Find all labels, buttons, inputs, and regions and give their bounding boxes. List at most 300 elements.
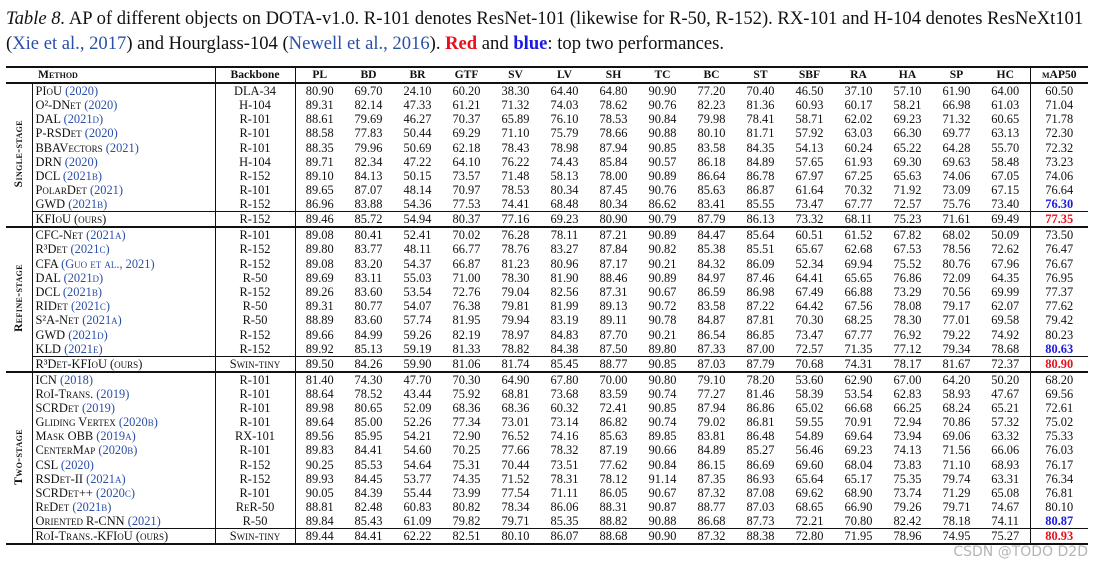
ap-value-cell: 67.00 (893, 372, 922, 387)
method-name: GWD (35, 197, 69, 212)
ap-value-cell: 87.19 (599, 443, 628, 458)
ap-value-cell: 75.27 (991, 529, 1020, 544)
caption-label: Table 8. (6, 8, 66, 29)
backbone-cell: R-152 (215, 212, 295, 228)
ap-value-cell: 78.96 (893, 529, 922, 544)
ap-value-cell: 79.81 (501, 299, 530, 314)
table-row (6, 285, 1088, 299)
backbone-cell: R-152 (215, 257, 295, 271)
ap-value-cell: 86.68 (697, 514, 726, 529)
ap-value-cell: 86.05 (599, 486, 628, 501)
table-row (6, 112, 1088, 126)
ap-value-cell: 74.92 (991, 327, 1020, 342)
ap-value-cell: 90.72 (648, 299, 677, 314)
ap-value-cell: 87.17 (599, 256, 628, 271)
ap-value-cell: 65.89 (501, 112, 530, 127)
ap-value-cell: 79.17 (942, 299, 971, 314)
method-citation[interactable]: (2020) (84, 98, 118, 113)
ap-value-cell: 43.44 (403, 386, 432, 401)
method-name: RIDet (35, 299, 71, 314)
ap-value-cell: 82.42 (893, 514, 922, 529)
ap-value-cell: 73.94 (893, 429, 922, 444)
method-citation[interactable]: (2018) (59, 372, 93, 387)
ap-value-cell: 73.29 (893, 284, 922, 299)
column-header: ST (753, 68, 768, 81)
method-citation[interactable]: (2021) (127, 514, 161, 529)
method-citation[interactable]: (2020) (60, 457, 94, 472)
ap-value-cell: 78.11 (550, 228, 579, 243)
column-header: HC (996, 68, 1014, 81)
ap-value-cell: 86.85 (746, 327, 775, 342)
method-citation[interactable]: (2020c) (95, 486, 135, 501)
ap-value-cell: 67.96 (991, 256, 1020, 271)
backbone-cell: R-50 (215, 313, 295, 327)
ap-value-cell: 80.77 (354, 299, 383, 314)
method-name: CSL (35, 457, 61, 472)
method-citation[interactable]: (2021c) (70, 242, 110, 257)
ap-value-cell: 87.21 (599, 228, 628, 243)
ap-value-cell: 57.10 (893, 84, 922, 98)
ap-value-cell: 86.59 (697, 284, 726, 299)
ap-value-cell: 70.30 (795, 313, 824, 328)
ap-value-cell: 67.25 (844, 169, 873, 184)
method-citation[interactable]: (2021c) (70, 299, 110, 314)
ap-value-cell: 85.63 (599, 429, 628, 444)
method-citation[interactable]: (2021b) (72, 500, 112, 515)
table-row (6, 415, 1088, 429)
ap-value-cell: 68.04 (844, 457, 873, 472)
ap-value-cell: 78.34 (501, 500, 530, 515)
caption-cite-xie[interactable]: Xie et al., 2017 (12, 33, 127, 54)
backbone-cell: R-50 (215, 271, 295, 285)
ap-value-cell: 84.41 (354, 529, 383, 544)
ap-value-cell: 84.99 (354, 327, 383, 342)
column-header: SV (508, 68, 523, 81)
ap-value-cell: 88.61 (305, 112, 334, 127)
ap-value-cell: 53.77 (403, 471, 432, 486)
ap-value-cell: 76.22 (501, 154, 530, 169)
map-value-cell: 71.04 (1030, 98, 1088, 112)
ap-value-cell: 62.22 (403, 529, 432, 544)
method-citation[interactable]: (2021b) (62, 284, 102, 299)
ap-value-cell: 84.35 (746, 140, 775, 155)
ap-value-cell: 79.69 (354, 112, 383, 127)
ap-value-cell: 86.48 (746, 429, 775, 444)
map-value-cell: 74.06 (1030, 169, 1088, 183)
ap-value-cell: 81.99 (550, 299, 579, 314)
ap-value-cell: 73.74 (893, 486, 922, 501)
method-citation[interactable]: (2021d) (63, 270, 104, 285)
ap-value-cell: 80.34 (599, 197, 628, 212)
ap-value-cell: 57.74 (403, 313, 432, 328)
method-name: ICN (35, 372, 60, 387)
ap-value-cell: 68.02 (942, 228, 971, 243)
ap-value-cell: 50.20 (991, 372, 1020, 387)
ap-value-cell: 78.53 (599, 112, 628, 127)
ap-value-cell: 85.38 (697, 242, 726, 257)
ap-value-cell: 72.21 (795, 514, 824, 529)
ap-value-cell: 56.46 (795, 443, 824, 458)
method-name: SCRDet (35, 400, 82, 415)
ap-value-cell: 60.93 (795, 98, 824, 113)
ap-value-cell: 71.92 (893, 183, 922, 198)
ap-value-cell: 73.47 (795, 327, 824, 342)
ap-value-cell: 78.08 (893, 299, 922, 314)
ap-value-cell: 89.26 (305, 284, 334, 299)
ap-value-cell: 89.31 (305, 98, 334, 113)
table-header-row (6, 67, 1088, 83)
method-cell (32, 271, 215, 285)
ap-value-cell: 89.80 (305, 242, 334, 257)
ap-value-cell: 89.85 (648, 429, 677, 444)
ap-value-cell: 78.43 (501, 140, 530, 155)
column-header: TC (654, 68, 671, 81)
ap-value-cell: 81.33 (452, 341, 481, 356)
ap-value-cell: 70.56 (942, 284, 971, 299)
method-citation[interactable]: (2021a) (86, 471, 126, 486)
ap-value-cell: 71.10 (942, 457, 971, 472)
ap-value-cell: 87.31 (599, 284, 628, 299)
ap-value-cell: 77.16 (501, 212, 530, 227)
ap-value-cell: 84.38 (550, 341, 579, 356)
ap-value-cell: 70.25 (452, 443, 481, 458)
ap-value-cell: 53.54 (403, 284, 432, 299)
ap-value-cell: 78.30 (501, 270, 530, 285)
caption-text-3: ). (429, 33, 446, 54)
ap-value-cell: 83.77 (354, 242, 383, 257)
ap-value-cell: 61.09 (403, 514, 432, 529)
ap-value-cell: 88.46 (599, 270, 628, 285)
ap-value-cell: 85.63 (697, 183, 726, 198)
ap-value-cell: 78.30 (893, 313, 922, 328)
ap-value-cell: 82.51 (452, 529, 481, 544)
method-citation[interactable]: (2021a) (86, 228, 126, 243)
ap-value-cell: 87.32 (697, 486, 726, 501)
method-citation[interactable]: (2020b) (118, 415, 158, 430)
ap-value-cell: 74.16 (550, 429, 579, 444)
ap-value-cell: 60.32 (550, 400, 579, 415)
ap-value-cell: 75.79 (550, 126, 579, 141)
ap-value-cell: 74.41 (501, 197, 530, 212)
method-citation[interactable]: (2021a) (82, 313, 122, 328)
ap-value-cell: 68.81 (501, 386, 530, 401)
ap-value-cell: 67.97 (795, 169, 824, 184)
ap-value-cell: 62.83 (893, 386, 922, 401)
method-citation[interactable]: (2020b) (98, 443, 138, 458)
table-row (6, 98, 1088, 112)
ap-value-cell: 90.85 (648, 356, 677, 371)
table-row (6, 429, 1088, 443)
method-citation[interactable]: (2020) (84, 126, 118, 141)
ap-value-cell: 66.68 (844, 400, 873, 415)
column-header: mAP50 (1030, 67, 1088, 83)
backbone-cell: R-152 (215, 472, 295, 486)
ap-value-cell: 90.88 (648, 126, 677, 141)
ap-value-cell: 79.94 (501, 313, 530, 328)
ap-value-cell: 68.93 (991, 457, 1020, 472)
caption-text-2: ) and Hourglass-104 ( (126, 33, 289, 54)
method-citation[interactable]: (2021d) (68, 327, 108, 342)
ap-value-cell: 87.94 (599, 140, 628, 155)
ap-value-cell: 85.13 (354, 341, 383, 356)
ap-value-cell: 65.64 (795, 471, 824, 486)
column-header: Backbone (215, 67, 295, 83)
ap-value-cell: 81.23 (501, 256, 530, 271)
method-citation[interactable]: (2019a) (96, 429, 136, 444)
ap-value-cell: 77.01 (942, 313, 971, 328)
method-name: CenterMap (35, 443, 99, 458)
ap-value-cell: 69.23 (893, 112, 922, 127)
ap-value-cell: 90.67 (648, 284, 677, 299)
table-group (6, 83, 1088, 227)
ap-value-cell: 68.65 (795, 500, 824, 515)
ap-value-cell: 85.35 (550, 514, 579, 529)
ap-value-cell: 86.09 (746, 256, 775, 271)
column-header: RA (850, 68, 867, 81)
ap-value-cell: 78.12 (599, 471, 628, 486)
ap-value-cell: 79.71 (501, 514, 530, 529)
method-name: Oriented R-CNN (35, 514, 128, 529)
method-name: S²A-Net (35, 313, 83, 328)
ap-value-cell: 76.38 (452, 299, 481, 314)
method-citation[interactable]: (Guo et al., 2021) (61, 256, 155, 271)
ap-value-cell: 81.36 (746, 98, 775, 113)
ap-value-cell: 71.29 (942, 486, 971, 501)
ap-value-cell: 72.09 (942, 270, 971, 285)
ap-value-cell: 81.95 (452, 313, 481, 328)
ap-value-cell: 89.93 (305, 471, 334, 486)
column-header: SP (949, 68, 964, 81)
method-citation[interactable]: (2021b) (68, 197, 108, 212)
table-row (6, 271, 1088, 285)
ap-value-cell: 64.20 (942, 372, 971, 387)
method-cell (32, 327, 215, 341)
ap-value-cell: 71.35 (844, 341, 873, 356)
ap-value-cell: 70.00 (599, 372, 628, 387)
table-row (6, 197, 1088, 212)
ap-value-cell: 73.14 (550, 415, 579, 430)
method-cell (32, 401, 215, 415)
ap-value-cell: 86.98 (746, 284, 775, 299)
ap-value-cell: 63.03 (844, 126, 873, 141)
map-value-cell: 75.33 (1030, 429, 1088, 443)
ap-value-cell: 46.50 (795, 84, 824, 98)
ap-value-cell: 66.87 (452, 256, 481, 271)
method-citation[interactable]: (2019) (96, 386, 130, 401)
ap-value-cell: 65.21 (991, 400, 1020, 415)
ap-value-cell: 71.11 (550, 486, 579, 501)
ap-value-cell: 89.13 (599, 299, 628, 314)
ap-value-cell: 54.64 (403, 457, 432, 472)
ap-value-cell: 78.62 (599, 98, 628, 113)
ap-value-cell: 86.78 (746, 169, 775, 184)
ap-value-cell: 87.03 (746, 500, 775, 515)
ap-value-cell: 54.60 (403, 443, 432, 458)
ap-value-cell: 63.13 (991, 126, 1020, 141)
backbone-cell: R-50 (215, 514, 295, 529)
ap-value-cell: 67.56 (844, 299, 873, 314)
ap-value-cell: 59.26 (403, 327, 432, 342)
method-cell (32, 486, 215, 500)
ap-value-cell: 89.08 (305, 256, 334, 271)
method-citation[interactable]: (2021) (105, 140, 139, 155)
ap-value-cell: 62.02 (844, 112, 873, 127)
method-citation[interactable]: (2020) (65, 84, 99, 98)
ap-value-cell: 54.89 (795, 429, 824, 444)
column-header: BC (703, 68, 720, 81)
ap-value-cell: 90.74 (648, 386, 677, 401)
map-value-cell: 72.30 (1030, 126, 1088, 140)
ap-value-cell: 76.28 (501, 228, 530, 243)
ap-value-cell: 70.44 (501, 457, 530, 472)
ap-value-cell: 81.90 (550, 270, 579, 285)
method-citation[interactable]: (2021b) (62, 169, 102, 184)
method-name: PolarDet (35, 183, 90, 198)
ap-value-cell: 84.41 (354, 443, 383, 458)
ap-value-cell: 70.68 (795, 356, 824, 371)
ap-value-cell: 64.80 (599, 84, 628, 98)
ap-value-cell: 82.48 (354, 500, 383, 515)
ap-value-cell: 86.82 (599, 415, 628, 430)
ap-value-cell: 87.70 (599, 327, 628, 342)
ap-value-cell: 87.35 (697, 471, 726, 486)
ap-value-cell: 64.28 (942, 140, 971, 155)
ap-value-cell: 53.60 (795, 372, 824, 387)
ap-value-cell: 63.31 (991, 471, 1020, 486)
ap-value-cell: 47.67 (991, 386, 1020, 401)
ap-value-cell: 71.61 (942, 212, 971, 227)
ap-value-cell: 90.74 (648, 415, 677, 430)
method-cell (32, 387, 215, 401)
ap-value-cell: 86.81 (746, 415, 775, 430)
method-name: R³Det-KFIoU (ours) (35, 356, 143, 371)
ap-value-cell: 68.36 (452, 400, 481, 415)
ap-value-cell: 62.07 (991, 299, 1020, 314)
map-value-cell: 77.35 (1030, 212, 1088, 228)
method-cell (32, 169, 215, 183)
ap-value-cell: 71.56 (942, 443, 971, 458)
method-cell (32, 98, 215, 112)
ap-value-cell: 75.76 (942, 197, 971, 212)
ap-value-cell: 79.34 (942, 341, 971, 356)
ap-value-cell: 82.23 (697, 98, 726, 113)
ap-value-cell: 76.92 (893, 327, 922, 342)
method-citation[interactable]: (2021) (89, 183, 123, 198)
ap-value-cell: 74.11 (991, 514, 1019, 529)
map-value-cell: 72.61 (1030, 401, 1088, 415)
ap-value-cell: 89.69 (305, 270, 334, 285)
ap-value-cell: 69.60 (795, 457, 824, 472)
method-cell (32, 458, 215, 472)
ap-value-cell: 83.58 (697, 140, 726, 155)
ap-value-cell: 90.89 (648, 228, 677, 243)
method-citation[interactable]: (2019) (81, 400, 116, 415)
ap-value-cell: 89.64 (305, 415, 334, 430)
method-citation[interactable]: (2020) (64, 154, 98, 169)
ap-value-cell: 24.10 (403, 84, 432, 98)
method-cell (32, 83, 215, 98)
column-header: LV (556, 68, 573, 81)
backbone-cell: Swin-tiny (215, 356, 295, 372)
method-name: CFA (35, 256, 62, 271)
ap-value-cell: 90.76 (648, 183, 677, 198)
ap-value-cell: 87.84 (599, 242, 628, 257)
ap-value-cell: 64.00 (991, 84, 1020, 98)
backbone-cell: R-152 (215, 285, 295, 299)
ap-value-cell: 61.52 (844, 228, 873, 243)
method-cell (32, 285, 215, 299)
ap-value-cell: 89.50 (305, 356, 334, 371)
ap-value-cell: 78.17 (893, 356, 922, 371)
caption-cite-newell[interactable]: Newell et al., 2016 (288, 33, 430, 54)
method-cell (32, 197, 215, 212)
ap-value-cell: 61.93 (844, 154, 873, 169)
ap-value-cell: 74.35 (452, 471, 481, 486)
table-row (6, 242, 1088, 256)
ap-value-cell: 80.37 (452, 212, 481, 227)
map-value-cell: 80.87 (1030, 514, 1088, 529)
table-group (6, 372, 1088, 545)
ap-value-cell: 54.13 (795, 140, 824, 155)
ap-value-cell: 80.96 (550, 256, 579, 271)
ap-value-cell: 60.65 (991, 112, 1020, 127)
ap-value-cell: 74.43 (550, 154, 579, 169)
ap-value-cell: 52.26 (403, 415, 432, 430)
method-cell (32, 356, 215, 372)
ap-value-cell: 88.35 (305, 140, 334, 155)
method-cell (32, 500, 215, 514)
ap-value-cell: 78.66 (599, 126, 628, 141)
method-citation[interactable]: (2021d) (63, 112, 104, 127)
ap-value-cell: 81.71 (746, 126, 775, 141)
backbone-cell: R-101 (215, 443, 295, 457)
caption-text-5: : top two performances. (547, 33, 725, 54)
ap-value-cell: 81.46 (746, 386, 775, 401)
ap-value-cell: 87.07 (354, 183, 383, 198)
ap-value-cell: 89.66 (305, 327, 334, 342)
ap-value-cell: 58.13 (550, 169, 579, 184)
ap-value-cell: 84.87 (697, 313, 726, 328)
ap-value-cell: 70.91 (844, 415, 873, 430)
method-cell (32, 472, 215, 486)
ap-value-cell: 90.21 (648, 256, 677, 271)
ap-value-cell: 55.70 (991, 140, 1020, 155)
group-label: Two-stage (12, 428, 25, 485)
ap-value-cell: 47.70 (403, 372, 432, 387)
ap-value-cell: 86.54 (697, 327, 726, 342)
ap-value-cell: 65.67 (795, 242, 824, 257)
ap-value-cell: 90.90 (648, 84, 677, 98)
backbone-cell: R-152 (215, 242, 295, 256)
backbone-cell: R-152 (215, 197, 295, 212)
method-citation[interactable]: (2021e) (64, 341, 103, 356)
own-method-row (6, 212, 1088, 228)
ap-value-cell: 63.32 (991, 429, 1020, 444)
map-value-cell: 80.10 (1030, 500, 1088, 514)
ap-value-cell: 77.20 (697, 84, 726, 98)
backbone-cell: R-101 (215, 486, 295, 500)
results-table (6, 66, 1088, 545)
map-value-cell: 60.50 (1030, 83, 1088, 98)
ap-value-cell: 64.41 (795, 270, 824, 285)
ap-value-cell: 79.22 (942, 327, 971, 342)
method-cell (32, 112, 215, 126)
group-label-cell (6, 227, 32, 371)
method-name: DCL (35, 169, 63, 184)
ap-value-cell: 59.90 (403, 356, 432, 371)
ap-value-cell: 83.60 (354, 313, 383, 328)
ap-value-cell: 85.27 (746, 443, 775, 458)
